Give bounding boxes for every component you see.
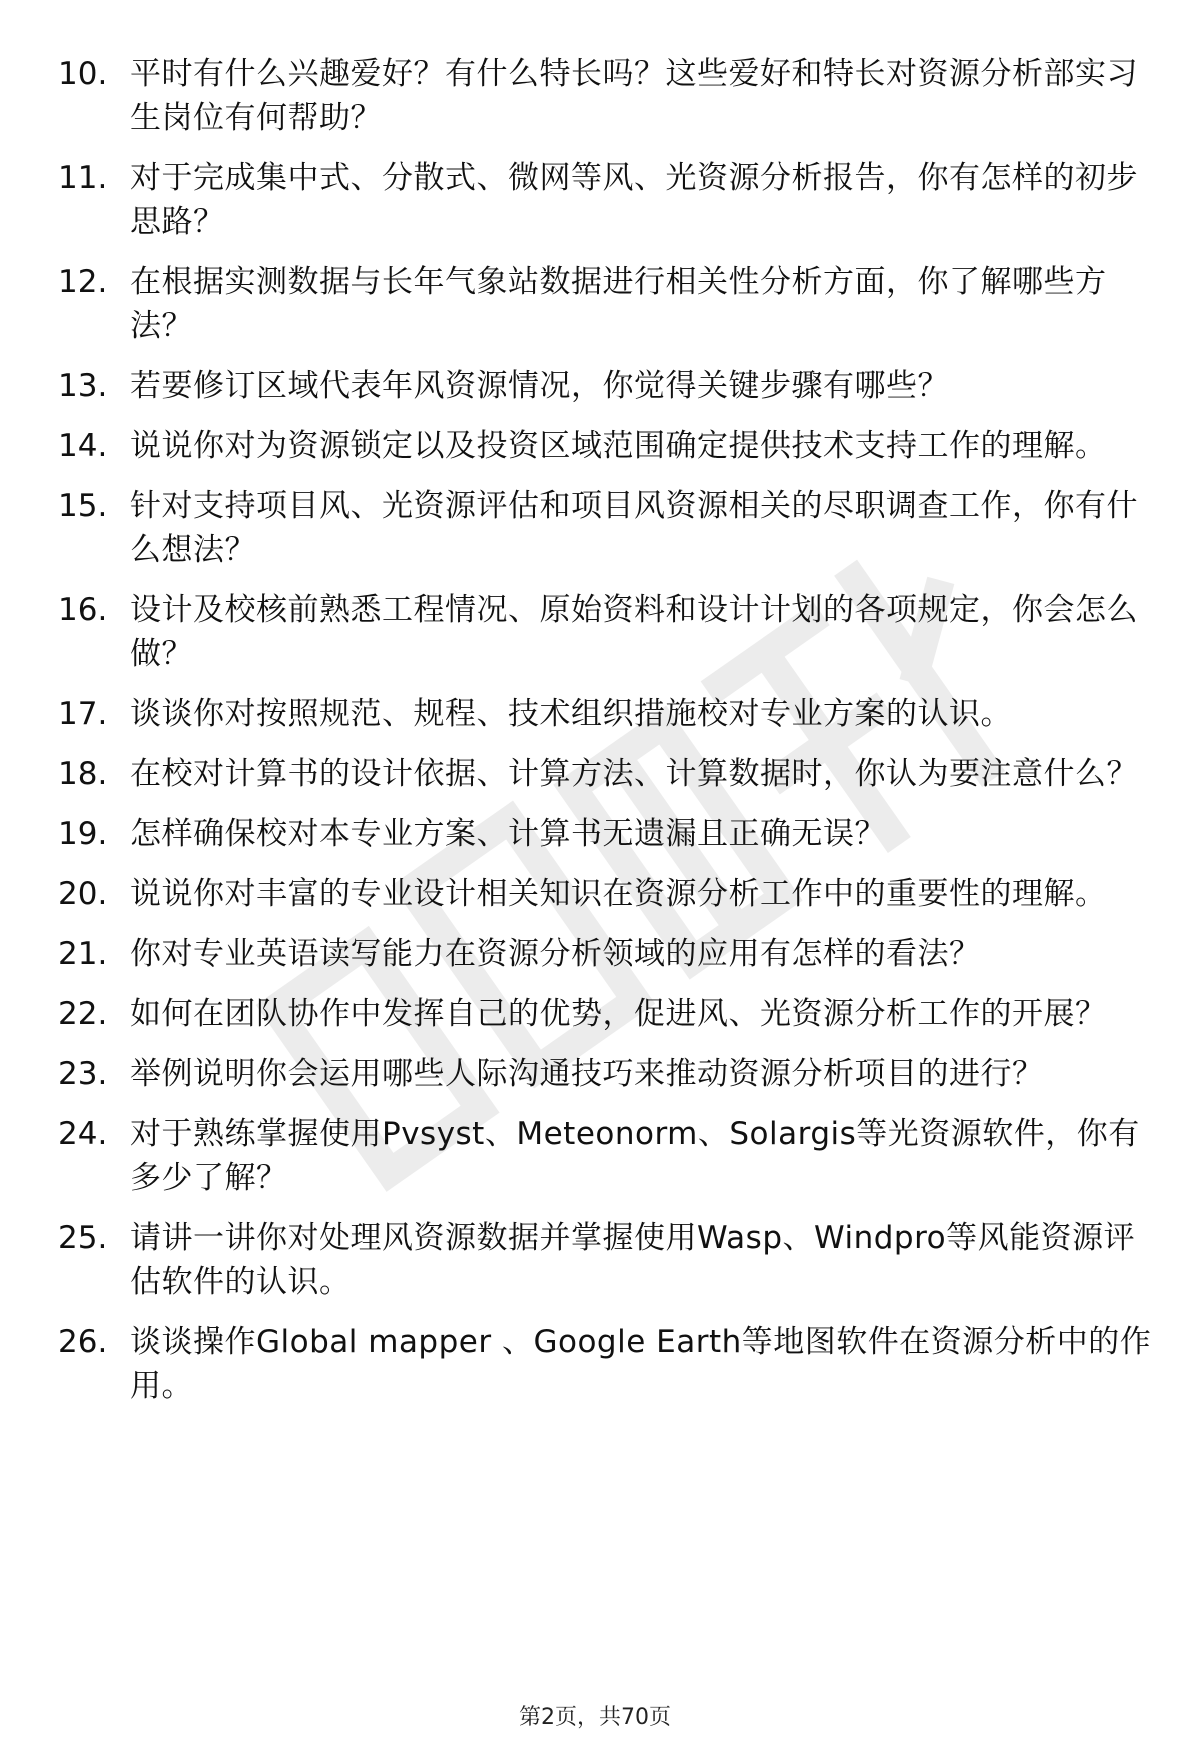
question-number: 14.: [58, 428, 108, 464]
list-item: [58, 424, 1158, 468]
question-text: 怎样确保校对本专业方案、计算书无遗漏且正确无误？: [130, 816, 886, 852]
question-number: 26.: [58, 1324, 108, 1360]
question-number: 20.: [58, 876, 108, 912]
question-text: 在根据实测数据与长年气象站数据进行相关性分析方面，你了解哪些方法？: [130, 264, 1107, 344]
question-number: 18.: [58, 756, 108, 792]
question-number: 22.: [58, 996, 108, 1032]
question-number: 11.: [58, 160, 108, 196]
question-number: 19.: [58, 816, 108, 852]
question-text: 若要修订区域代表年风资源情况，你觉得关键步骤有哪些？: [130, 368, 949, 404]
list-item: [58, 1320, 1158, 1408]
question-text: 举例说明你会运用哪些人际沟通技巧来推动资源分析项目的进行？: [130, 1056, 1044, 1092]
question-number: 12.: [58, 264, 108, 300]
question-text: 你对专业英语读写能力在资源分析领域的应用有怎样的看法？: [130, 936, 981, 972]
page-footer: 第2页，共70页: [519, 1705, 671, 1730]
question-number: 15.: [58, 488, 108, 524]
question-number: 17.: [58, 696, 108, 732]
question-text: 平时有什么兴趣爱好？有什么特长吗？这些爱好和特长对资源分析部实习生岗位有何帮助？: [130, 56, 1138, 136]
question-text: 对于熟练掌握使用Pvsyst、Meteonorm、Solargis等光资源软件，你有多少了解？: [130, 1116, 1140, 1196]
list-item: [58, 1112, 1158, 1200]
question-text: 针对支持项目风、光资源评估和项目风资源相关的尽职调查工作，你有什么想法？: [130, 488, 1138, 568]
question-text: 在校对计算书的设计依据、计算方法、计算数据时，你认为要注意什么？: [130, 756, 1138, 792]
list-item: [58, 1052, 1158, 1096]
list-item: [58, 812, 1158, 856]
list-item: [58, 52, 1158, 140]
list-item: [58, 156, 1158, 244]
list-item: [58, 992, 1158, 1036]
question-list: [58, 52, 1158, 1424]
list-item: [58, 364, 1158, 408]
list-item: [58, 1216, 1158, 1304]
list-item: [58, 588, 1158, 676]
list-item: [58, 260, 1158, 348]
list-item: [58, 484, 1158, 572]
list-item: [58, 872, 1158, 916]
question-number: 23.: [58, 1056, 108, 1092]
question-text: 如何在团队协作中发挥自己的优势，促进风、光资源分析工作的开展？: [130, 996, 1107, 1032]
question-text: 说说你对丰富的专业设计相关知识在资源分析工作中的重要性的理解。: [130, 876, 1107, 912]
list-item: [58, 932, 1158, 976]
question-number: 10.: [58, 56, 108, 92]
question-text: 说说你对为资源锁定以及投资区域范围确定提供技术支持工作的理解。: [130, 428, 1107, 464]
question-number: 16.: [58, 592, 108, 628]
list-item: [58, 752, 1158, 796]
question-number: 21.: [58, 936, 108, 972]
question-text: 对于完成集中式、分散式、微网等风、光资源分析报告，你有怎样的初步思路？: [130, 160, 1138, 240]
question-text: 谈谈你对按照规范、规程、技术组织措施校对专业方案的认识。: [130, 696, 1012, 732]
list-item: [58, 692, 1158, 736]
question-number: 25.: [58, 1220, 108, 1256]
question-text: 请讲一讲你对处理风资源数据并掌握使用Wasp、Windpro等风能资源评估软件的认识。: [130, 1220, 1136, 1300]
question-number: 24.: [58, 1116, 108, 1152]
question-text: 谈谈操作Global mapper 、Google Earth等地图软件在资源分析中的作用。: [130, 1324, 1152, 1404]
question-number: 13.: [58, 368, 108, 404]
question-text: 设计及校核前熟悉工程情况、原始资料和设计计划的各项规定，你会怎么做？: [130, 592, 1138, 672]
